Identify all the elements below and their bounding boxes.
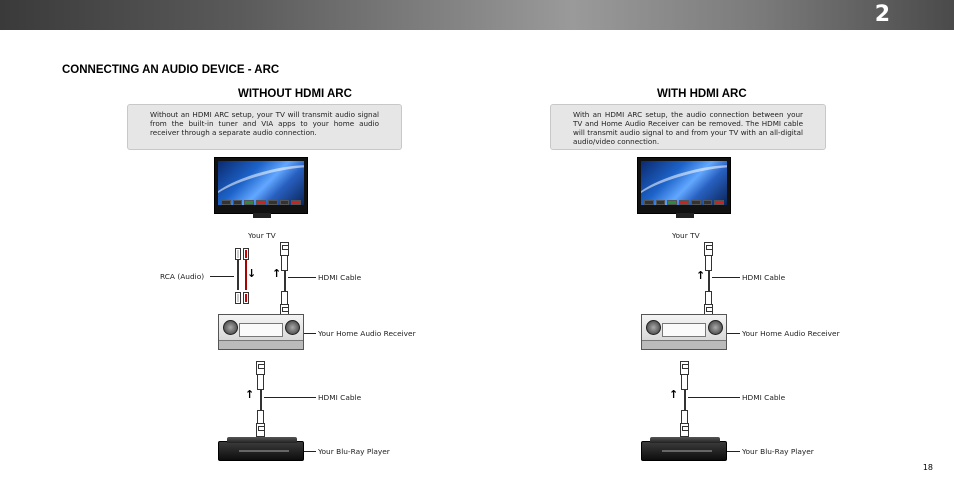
right-label-hdmi-cable-top: HDMI Cable	[742, 273, 786, 282]
hdmi-connector-body	[281, 255, 288, 271]
right-column-title: WITH HDMI ARC	[657, 88, 747, 100]
right-label-bluray: Your Blu-Ray Player	[742, 447, 814, 456]
hdmi-connector-body	[257, 374, 264, 390]
rca-red-plug-bottom	[243, 292, 249, 304]
left-label-rca: RCA (Audio)	[160, 272, 205, 281]
leader-line-receiver	[304, 333, 316, 334]
hdmi-plug-icon	[680, 361, 689, 375]
left-bluray-image	[218, 441, 304, 461]
left-label-receiver: Your Home Audio Receiver	[318, 329, 416, 338]
hdmi-plug-icon	[256, 361, 265, 375]
hdmi-cable-line	[684, 390, 686, 410]
leader-line-hdmi	[288, 277, 316, 278]
up-arrow-icon: ↑	[669, 388, 679, 401]
leader-line-receiver	[727, 333, 740, 334]
left-tv-image	[214, 157, 308, 214]
leader-line-hdmi	[264, 397, 316, 398]
rca-red-plug-top	[243, 248, 249, 260]
leader-line-rca	[210, 276, 234, 277]
right-note-box: With an HDMI ARC setup, the audio connection between your TV and Home Audio Receiver can be removed. The HDMI cable will transmit audio signal to and from your TV with an all-digital audio/video connection.	[550, 104, 826, 150]
leader-line-bluray	[727, 451, 740, 452]
hdmi-plug-icon	[280, 242, 289, 256]
up-arrow-icon: ↑	[696, 269, 706, 282]
hdmi-cable-line	[708, 271, 710, 291]
left-label-bluray: Your Blu-Ray Player	[318, 447, 390, 456]
leader-line-hdmi	[712, 277, 740, 278]
leader-line-bluray	[304, 451, 316, 452]
left-label-hdmi-cable-bottom: HDMI Cable	[318, 393, 362, 402]
page-number: 18	[922, 463, 933, 472]
header-bar	[0, 0, 954, 30]
right-bluray-image	[641, 441, 727, 461]
right-label-receiver: Your Home Audio Receiver	[742, 329, 840, 338]
hdmi-cable-line	[260, 390, 262, 410]
left-label-your-tv: Your TV	[248, 231, 276, 240]
left-column-title: WITHOUT HDMI ARC	[238, 88, 352, 100]
rca-white-plug-top	[235, 248, 241, 260]
right-tv-image	[637, 157, 731, 214]
leader-line-hdmi	[688, 397, 740, 398]
right-label-hdmi-cable-bottom: HDMI Cable	[742, 393, 786, 402]
hdmi-cable-line	[284, 271, 286, 291]
right-receiver-image	[641, 314, 727, 350]
up-arrow-icon: ↑	[272, 267, 282, 280]
up-arrow-icon: ↑	[245, 388, 255, 401]
section-title: CONNECTING AN AUDIO DEVICE - ARC	[62, 64, 280, 76]
hdmi-plug-icon	[704, 242, 713, 256]
left-note-box: Without an HDMI ARC setup, your TV will transmit audio signal from the built-in tuner and VIA apps to your home audio receiver through a separate audio connection.	[127, 104, 402, 150]
chapter-number: 2	[874, 2, 890, 27]
left-receiver-image	[218, 314, 304, 350]
rca-white-plug-bottom	[235, 292, 241, 304]
right-label-your-tv: Your TV	[672, 231, 700, 240]
hdmi-connector-body	[681, 374, 688, 390]
hdmi-plug-icon	[680, 423, 689, 437]
hdmi-connector-body	[705, 255, 712, 271]
down-arrow-icon: ↓	[247, 267, 257, 280]
hdmi-plug-icon	[256, 423, 265, 437]
rca-cable-white	[237, 260, 239, 290]
left-label-hdmi-cable-top: HDMI Cable	[318, 273, 362, 282]
